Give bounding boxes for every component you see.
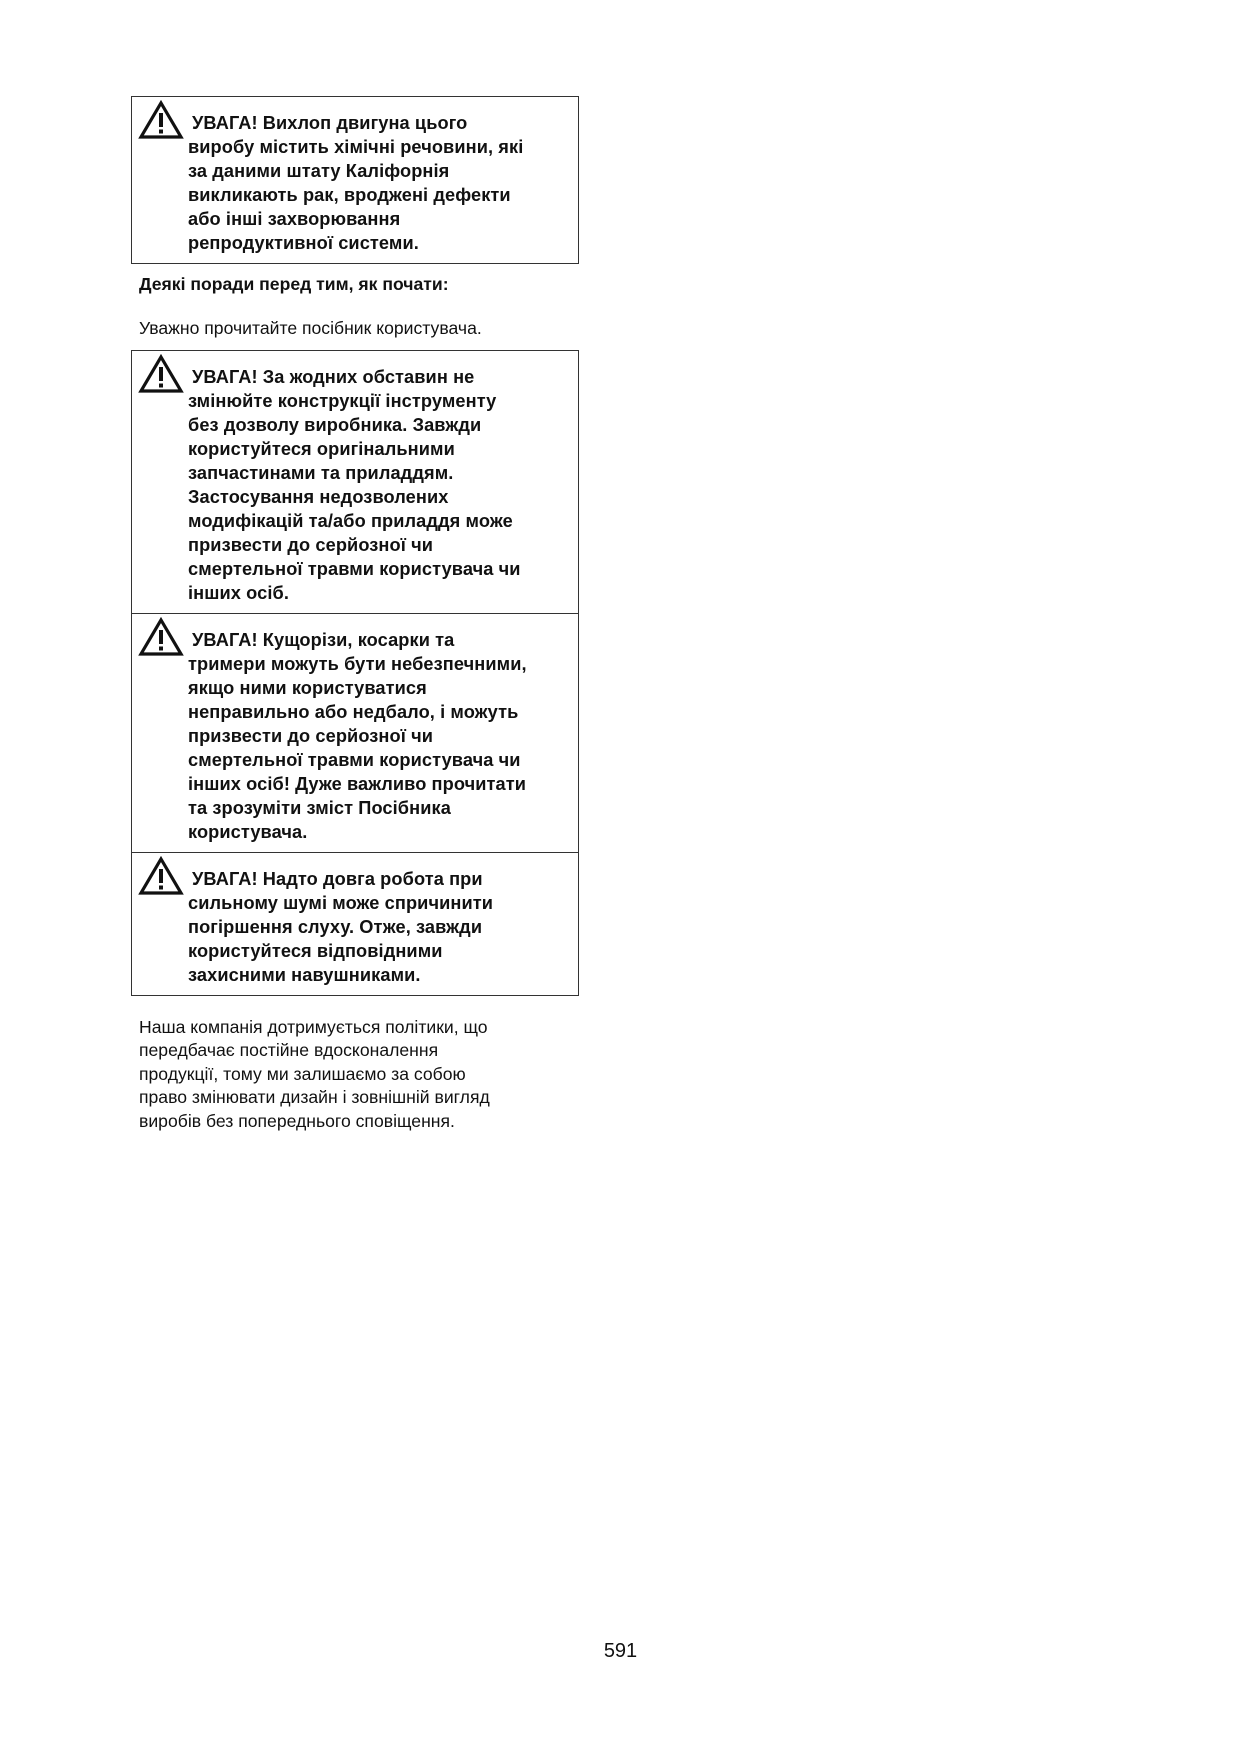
warning-line: виробу містить хімічні речовини, які [188, 137, 524, 157]
tips-text: Уважно прочитайте посібник користувача. [139, 318, 482, 338]
warning-line: призвести до серйозної чи [188, 534, 434, 555]
warning-line: Застосування недозволених [188, 486, 449, 507]
warning-line: репродуктивної системи. [188, 233, 419, 253]
warning-line: або інші захворювання [188, 209, 401, 229]
warning-line: за даними штату Каліфорнія [188, 161, 450, 181]
warning-box-modifications [131, 350, 579, 614]
warning-line: УВАГА! Кущорізи, косарки та [192, 629, 455, 650]
warning-line: без дозволу виробника. Завжди [188, 414, 482, 435]
policy-line: виробів без попереднього сповіщення. [139, 1110, 455, 1131]
tips-heading: Деякі поради перед тим, як почати: [139, 274, 449, 294]
warning-line: змінюйте конструкції інструменту [188, 390, 497, 411]
warning-line: погіршення слуху. Отже, завжди [188, 916, 483, 937]
policy-line: передбачає постійне вдосконалення [139, 1040, 439, 1060]
warning-triangle-icon [138, 354, 184, 394]
page-number: 591 [603, 1640, 638, 1662]
warning-line: призвести до серйозної чи [188, 725, 434, 746]
warning-box-emissions [131, 96, 579, 264]
warning-text [188, 867, 570, 987]
warning-box-hazard [131, 614, 579, 853]
warning-line: викликають рак, вроджені дефекти [188, 185, 511, 205]
warning-line: смертельної травми користувача чи [188, 558, 521, 579]
warning-triangle-icon [138, 617, 184, 657]
warning-text [188, 628, 570, 844]
warning-line: користувача. [188, 821, 308, 842]
warning-line: запчастинами та приладдям. [188, 462, 454, 483]
warning-line: користуйтеся відповідними [188, 940, 443, 961]
warning-line: тримери можуть бути небезпечними, [188, 653, 527, 674]
warning-triangle-icon [138, 856, 184, 896]
warning-line: інших осіб. [188, 582, 289, 603]
warning-text [188, 111, 570, 255]
warning-line: неправильно або недбало, і можуть [188, 701, 519, 722]
warning-line: користуйтеся оригінальними [188, 438, 455, 459]
warning-box-noise [131, 853, 579, 996]
policy-line: Наша компанія дотримується політики, що [139, 1016, 488, 1037]
policy-line: продукції, тому ми залишаємо за собою [139, 1063, 466, 1084]
warning-triangle-icon [138, 100, 184, 140]
warning-line: сильному шумі може спричинити [188, 892, 494, 913]
warning-line: якщо ними користуватися [188, 677, 427, 698]
policy-line: право змінювати дизайн і зовнішній вигляд [139, 1087, 490, 1107]
warning-line: інших осіб! Дуже важливо прочитати [188, 773, 527, 794]
warning-line: модифікацій та/або приладдя може [188, 510, 513, 531]
warning-line: захисними навушниками. [188, 964, 421, 985]
warning-line: УВАГА! Вихлоп двигуна цього [192, 113, 468, 133]
policy-paragraph [139, 1016, 579, 1134]
content-column [131, 96, 579, 1133]
warning-line: смертельної травми користувача чи [188, 749, 521, 770]
warning-line: УВАГА! Надто довга робота при [192, 868, 483, 889]
warning-line: та зрозуміти зміст Посібника [188, 797, 451, 818]
warning-text [188, 365, 570, 605]
warning-line: УВАГА! За жодних обставин не [192, 366, 475, 387]
